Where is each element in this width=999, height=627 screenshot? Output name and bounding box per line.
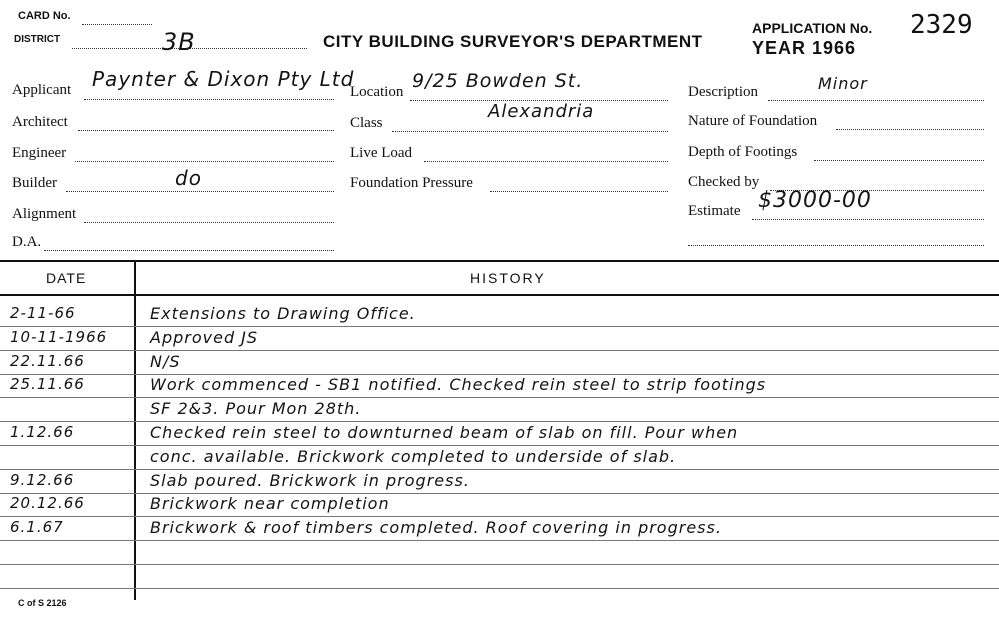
checked-by-label: Checked by [688,174,760,190]
builder-line [66,191,334,192]
location-label: Location [350,84,404,100]
history-entry: Extensions to Drawing Office. [150,304,416,323]
history-ruled-line [0,469,999,470]
applicant-value: Paynter & Dixon Pty Ltd [92,67,355,91]
foundation-pressure-label: Foundation Pressure [350,175,473,191]
date-header: DATE [46,270,87,286]
alignment-line [84,222,334,223]
depth-of-footings-label: Depth of Footings [688,144,798,160]
history-date: 1.12.66 [10,423,75,441]
history-ruled-line [0,588,999,589]
year-label: YEAR 1966 [752,38,857,58]
da-line [44,250,334,251]
history-entry: conc. available. Brickwork completed to underside of slab. [150,447,677,466]
history-date: 25.11.66 [10,375,85,393]
description-label: Description [688,84,758,100]
date-column-divider [134,260,136,600]
history-date: 2-11-66 [10,304,76,322]
history-date: 20.12.66 [10,494,85,512]
nature-of-foundation-line [836,129,984,130]
history-date: 22.11.66 [10,352,85,370]
history-entry: Brickwork & roof timbers completed. Roof covering in progress. [150,518,722,537]
builder-label: Builder [12,175,57,191]
history-header: HISTORY [470,270,546,286]
department-title: CITY BUILDING SURVEYOR'S DEPARTMENT [323,32,703,51]
application-number: 2329 [910,10,973,40]
estimate-value: $3000-00 [758,188,872,213]
card-no-line [82,24,152,25]
live-load-label: Live Load [350,145,413,161]
description-line [768,100,984,101]
history-entry: Slab poured. Brickwork in progress. [150,471,470,490]
live-load-line [424,161,668,162]
history-entry: Approved JS [150,328,259,347]
description-value: Minor [818,74,868,93]
district-value: 3B [162,28,196,56]
architect-line [78,130,334,131]
estimate-label: Estimate [688,203,741,219]
card-no-label: CARD No. [18,10,71,22]
alignment-label: Alignment [12,206,77,222]
form-code: C of S 2126 [18,598,67,608]
class-label: Class [350,115,383,131]
da-label: D.A. [12,234,42,250]
history-ruled-line [0,564,999,565]
estimate-line [752,219,984,220]
history-ruled-line [0,421,999,422]
history-date: 6.1.67 [10,518,64,536]
history-ruled-line [0,540,999,541]
location-value: 9/25 Bowden St. [412,70,584,92]
history-ruled-line [0,326,999,327]
foundation-pressure-line [490,191,668,192]
nature-of-foundation-label: Nature of Foundation [688,113,818,129]
engineer-line [75,161,334,162]
history-top-rule [0,260,999,262]
history-ruled-line [0,397,999,398]
application-label: APPLICATION No. [752,20,873,36]
architect-label: Architect [12,114,68,130]
engineer-label: Engineer [12,145,67,161]
history-entry: Checked rein steel to downturned beam of slab on fill. Pour when [150,423,739,442]
history-date: 9.12.66 [10,471,75,489]
applicant-line [84,99,334,100]
applicant-label: Applicant [12,82,72,98]
history-header-rule [0,294,999,296]
history-entry: N/S [150,352,181,371]
history-entry: SF 2&3. Pour Mon 28th. [150,399,362,418]
right-blank-line [688,245,984,246]
history-entry: Work commenced - SB1 notified. Checked rein steel to strip footings [150,375,767,394]
history-ruled-line [0,516,999,517]
district-label: DISTRICT [14,34,61,45]
class-value: Alexandria [488,101,595,122]
history-entry: Brickwork near completion [150,494,390,513]
history-date: 10-11-1966 [10,328,108,346]
depth-of-footings-line [814,160,984,161]
history-ruled-line [0,445,999,446]
class-line [392,131,668,132]
builder-value: do [175,166,202,190]
history-ruled-line [0,350,999,351]
